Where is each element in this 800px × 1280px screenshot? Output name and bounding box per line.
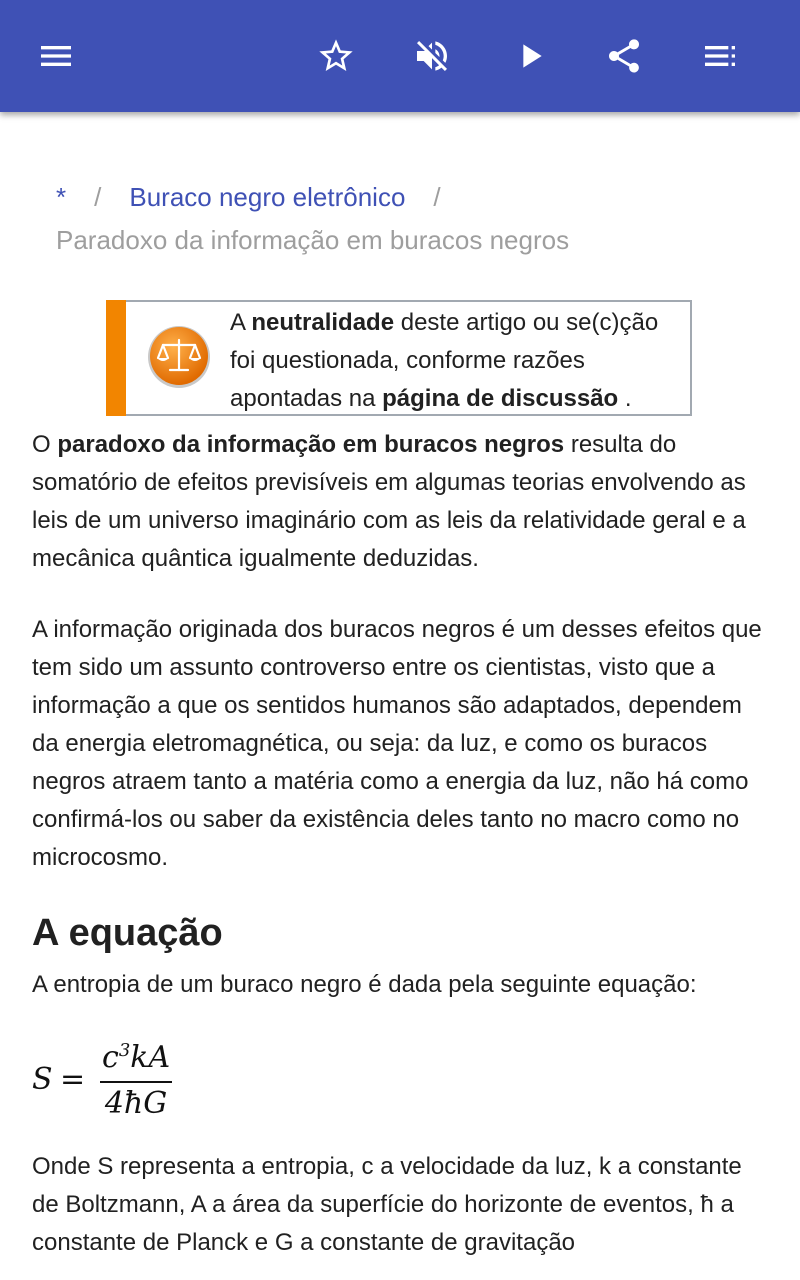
fraction-line	[100, 1081, 172, 1083]
list-icon	[700, 36, 740, 76]
share-icon	[604, 36, 644, 76]
app-bar	[0, 0, 800, 112]
equation-equals: =	[60, 1062, 86, 1097]
breadcrumb-current: Paradoxo da informação em buracos negros	[56, 225, 570, 255]
toc-button[interactable]	[696, 32, 744, 80]
play-icon	[510, 36, 550, 76]
paragraph-entropy: A entropia de um buraco negro é dada pela seguinte equação:	[32, 971, 697, 998]
paragraph-variables: Onde S representa a entropia, c a velocidade da luz, k a constante de Boltzmann, A a área da superfície do horizonte de eventos, ħ a constante de Planck e G a constante de gravitação	[32, 1153, 742, 1256]
play-button[interactable]	[506, 32, 554, 80]
notice-neutrality-bold: neutralidade	[251, 309, 395, 336]
share-button[interactable]	[600, 32, 648, 80]
equation-denominator: 4ħG	[104, 1086, 168, 1121]
bookmark-button[interactable]	[312, 32, 360, 80]
notice-accent-bar	[106, 300, 126, 416]
talk-page-link[interactable]: página de discussão	[382, 385, 619, 412]
mute-button[interactable]	[408, 32, 456, 80]
menu-icon	[36, 36, 76, 76]
menu-button[interactable]	[32, 32, 80, 80]
equation-lhs: S	[32, 1062, 53, 1097]
breadcrumb-home-link[interactable]: *	[56, 182, 67, 212]
neutrality-notice	[106, 300, 692, 416]
section-heading-equation: A equação	[32, 912, 223, 954]
article-subject-bold: paradoxo da informação em buracos negros	[57, 431, 565, 458]
scales-icon	[146, 324, 212, 390]
breadcrumb-separator: /	[433, 182, 441, 212]
breadcrumb-parent-link[interactable]: Buraco negro eletrônico	[129, 182, 406, 212]
star-outline-icon	[316, 36, 356, 76]
notice-text: A neutralidade deste artigo ou se(c)ção foi questionada, conforme razões apontadas na página de discussão .	[230, 309, 659, 412]
breadcrumb	[56, 176, 756, 262]
equation-numerator: $c^3kA$	[102, 1040, 171, 1075]
paragraph-information: A informação originada dos buracos negros é um desses efeitos que tem sido um assunto controverso entre os cientistas, visto que a informação a que os sentidos humanos são adaptados, dependem da energia eletromagnética, ou seja: da luz, e como os buracos negros atraem tanto a matéria como a energia da luz, não há como confirmá-los ou saber da existência deles tanto no macro como no microcosmo.	[32, 616, 762, 871]
paragraph-intro: O paradoxo da informação em buracos negros resulta do somatório de efeitos previsíveis em algumas teorias envolvendo as leis de um universo imaginário com as leis da relatividade geral e a mecânica quântica igualmente deduzidas.	[32, 431, 746, 572]
breadcrumb-separator: /	[94, 182, 102, 212]
volume-off-icon	[412, 36, 452, 76]
